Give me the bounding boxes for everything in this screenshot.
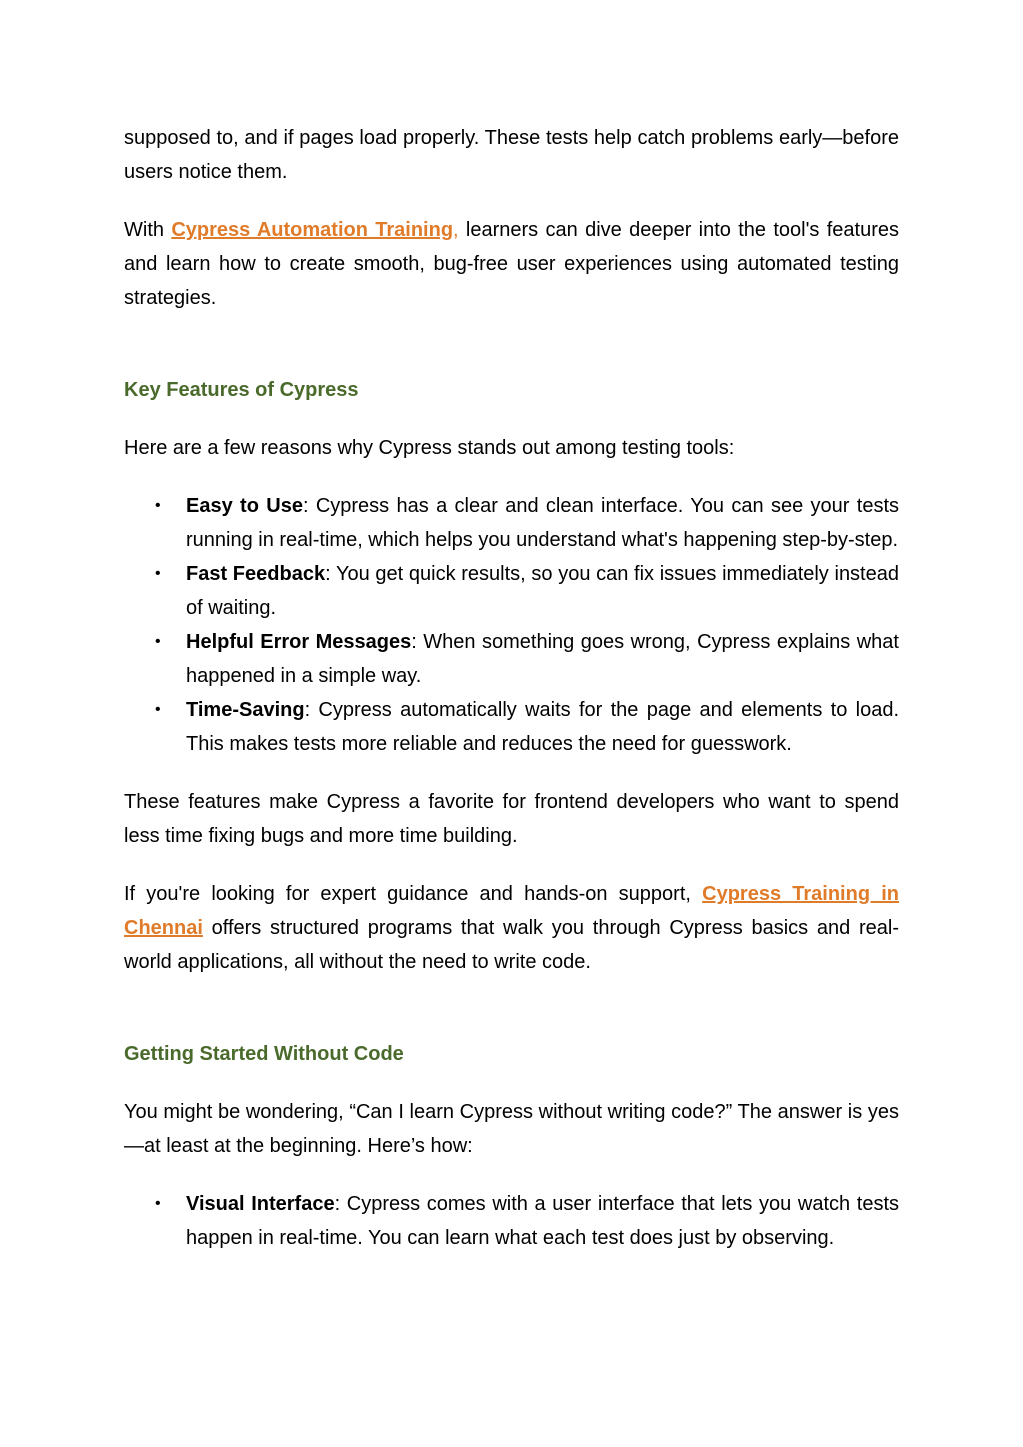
guidance-before: If you're looking for expert guidance and hands-on support, [124, 883, 703, 905]
feature-item-visual-interface [124, 1187, 899, 1255]
intro-paragraph-2 [124, 213, 899, 315]
bullet-icon: • [155, 633, 161, 650]
bullet-icon: • [155, 565, 161, 582]
feature-term: Time-Saving [186, 699, 305, 721]
feature-term: Fast Feedback [186, 563, 326, 585]
feature-term: Easy to Use [186, 495, 303, 517]
feature-text: : Cypress automatically waits for the page and elements to load. This makes tests more reliable and reduces the need for guesswork. [186, 699, 899, 755]
feature-text: : Cypress has a clear and clean interface. You can see your tests running in real-time, which helps you understand what's happening step-by-step. [186, 495, 899, 551]
feature-term: Visual Interface [186, 1193, 335, 1215]
intro-paragraph-2-before: With [124, 219, 172, 241]
bullet-icon: • [155, 1195, 161, 1212]
getting-started-intro: You might be wondering, “Can I learn Cypress without writing code?” The answer is yes—at least at the beginning. Here’s how: [124, 1101, 899, 1157]
getting-started-list [124, 1187, 899, 1255]
feature-text: : When something goes wrong, Cypress explains what happened in a simple way. [186, 631, 899, 687]
feature-text: : You get quick results, so you can fix issues immediately instead of waiting. [186, 563, 899, 619]
guidance-after: offers structured programs that walk you through Cypress basics and real-world applications, all without the need to write code. [124, 917, 899, 973]
key-features-intro: Here are a few reasons why Cypress stands out among testing tools: [124, 437, 735, 459]
feature-item-error-messages [124, 625, 899, 693]
key-features-list [124, 489, 899, 761]
intro-paragraph-2-after: learners can dive deeper into the tool's features and learn how to create smooth, bug-free user experiences using automated testing strategies. [124, 219, 899, 309]
getting-started-heading: Getting Started Without Code [124, 1043, 404, 1065]
bullet-icon: • [155, 701, 161, 718]
cypress-automation-training-link[interactable]: Cypress Automation Training [171, 219, 454, 241]
bullet-icon: • [155, 497, 161, 514]
feature-item-easy-to-use [124, 489, 899, 557]
cypress-training-chennai-link[interactable]: Cypress Training in Chennai [124, 883, 899, 939]
features-closing-paragraph: These features make Cypress a favorite for frontend developers who want to spend less time fixing bugs and more time building. [124, 791, 899, 847]
feature-item-fast-feedback [124, 557, 899, 625]
intro-paragraph-1: supposed to, and if pages load properly. These tests help catch problems early—before users notice them. [124, 127, 899, 183]
key-features-heading: Key Features of Cypress [124, 379, 359, 401]
document-page [124, 121, 899, 1255]
link-comma: , [453, 219, 459, 241]
feature-term: Helpful Error Messages [186, 631, 412, 653]
guidance-paragraph [124, 877, 899, 979]
feature-text: : Cypress comes with a user interface that lets you watch tests happen in real-time. You can learn what each test does just by observing. [186, 1193, 900, 1249]
feature-item-time-saving [124, 693, 899, 761]
